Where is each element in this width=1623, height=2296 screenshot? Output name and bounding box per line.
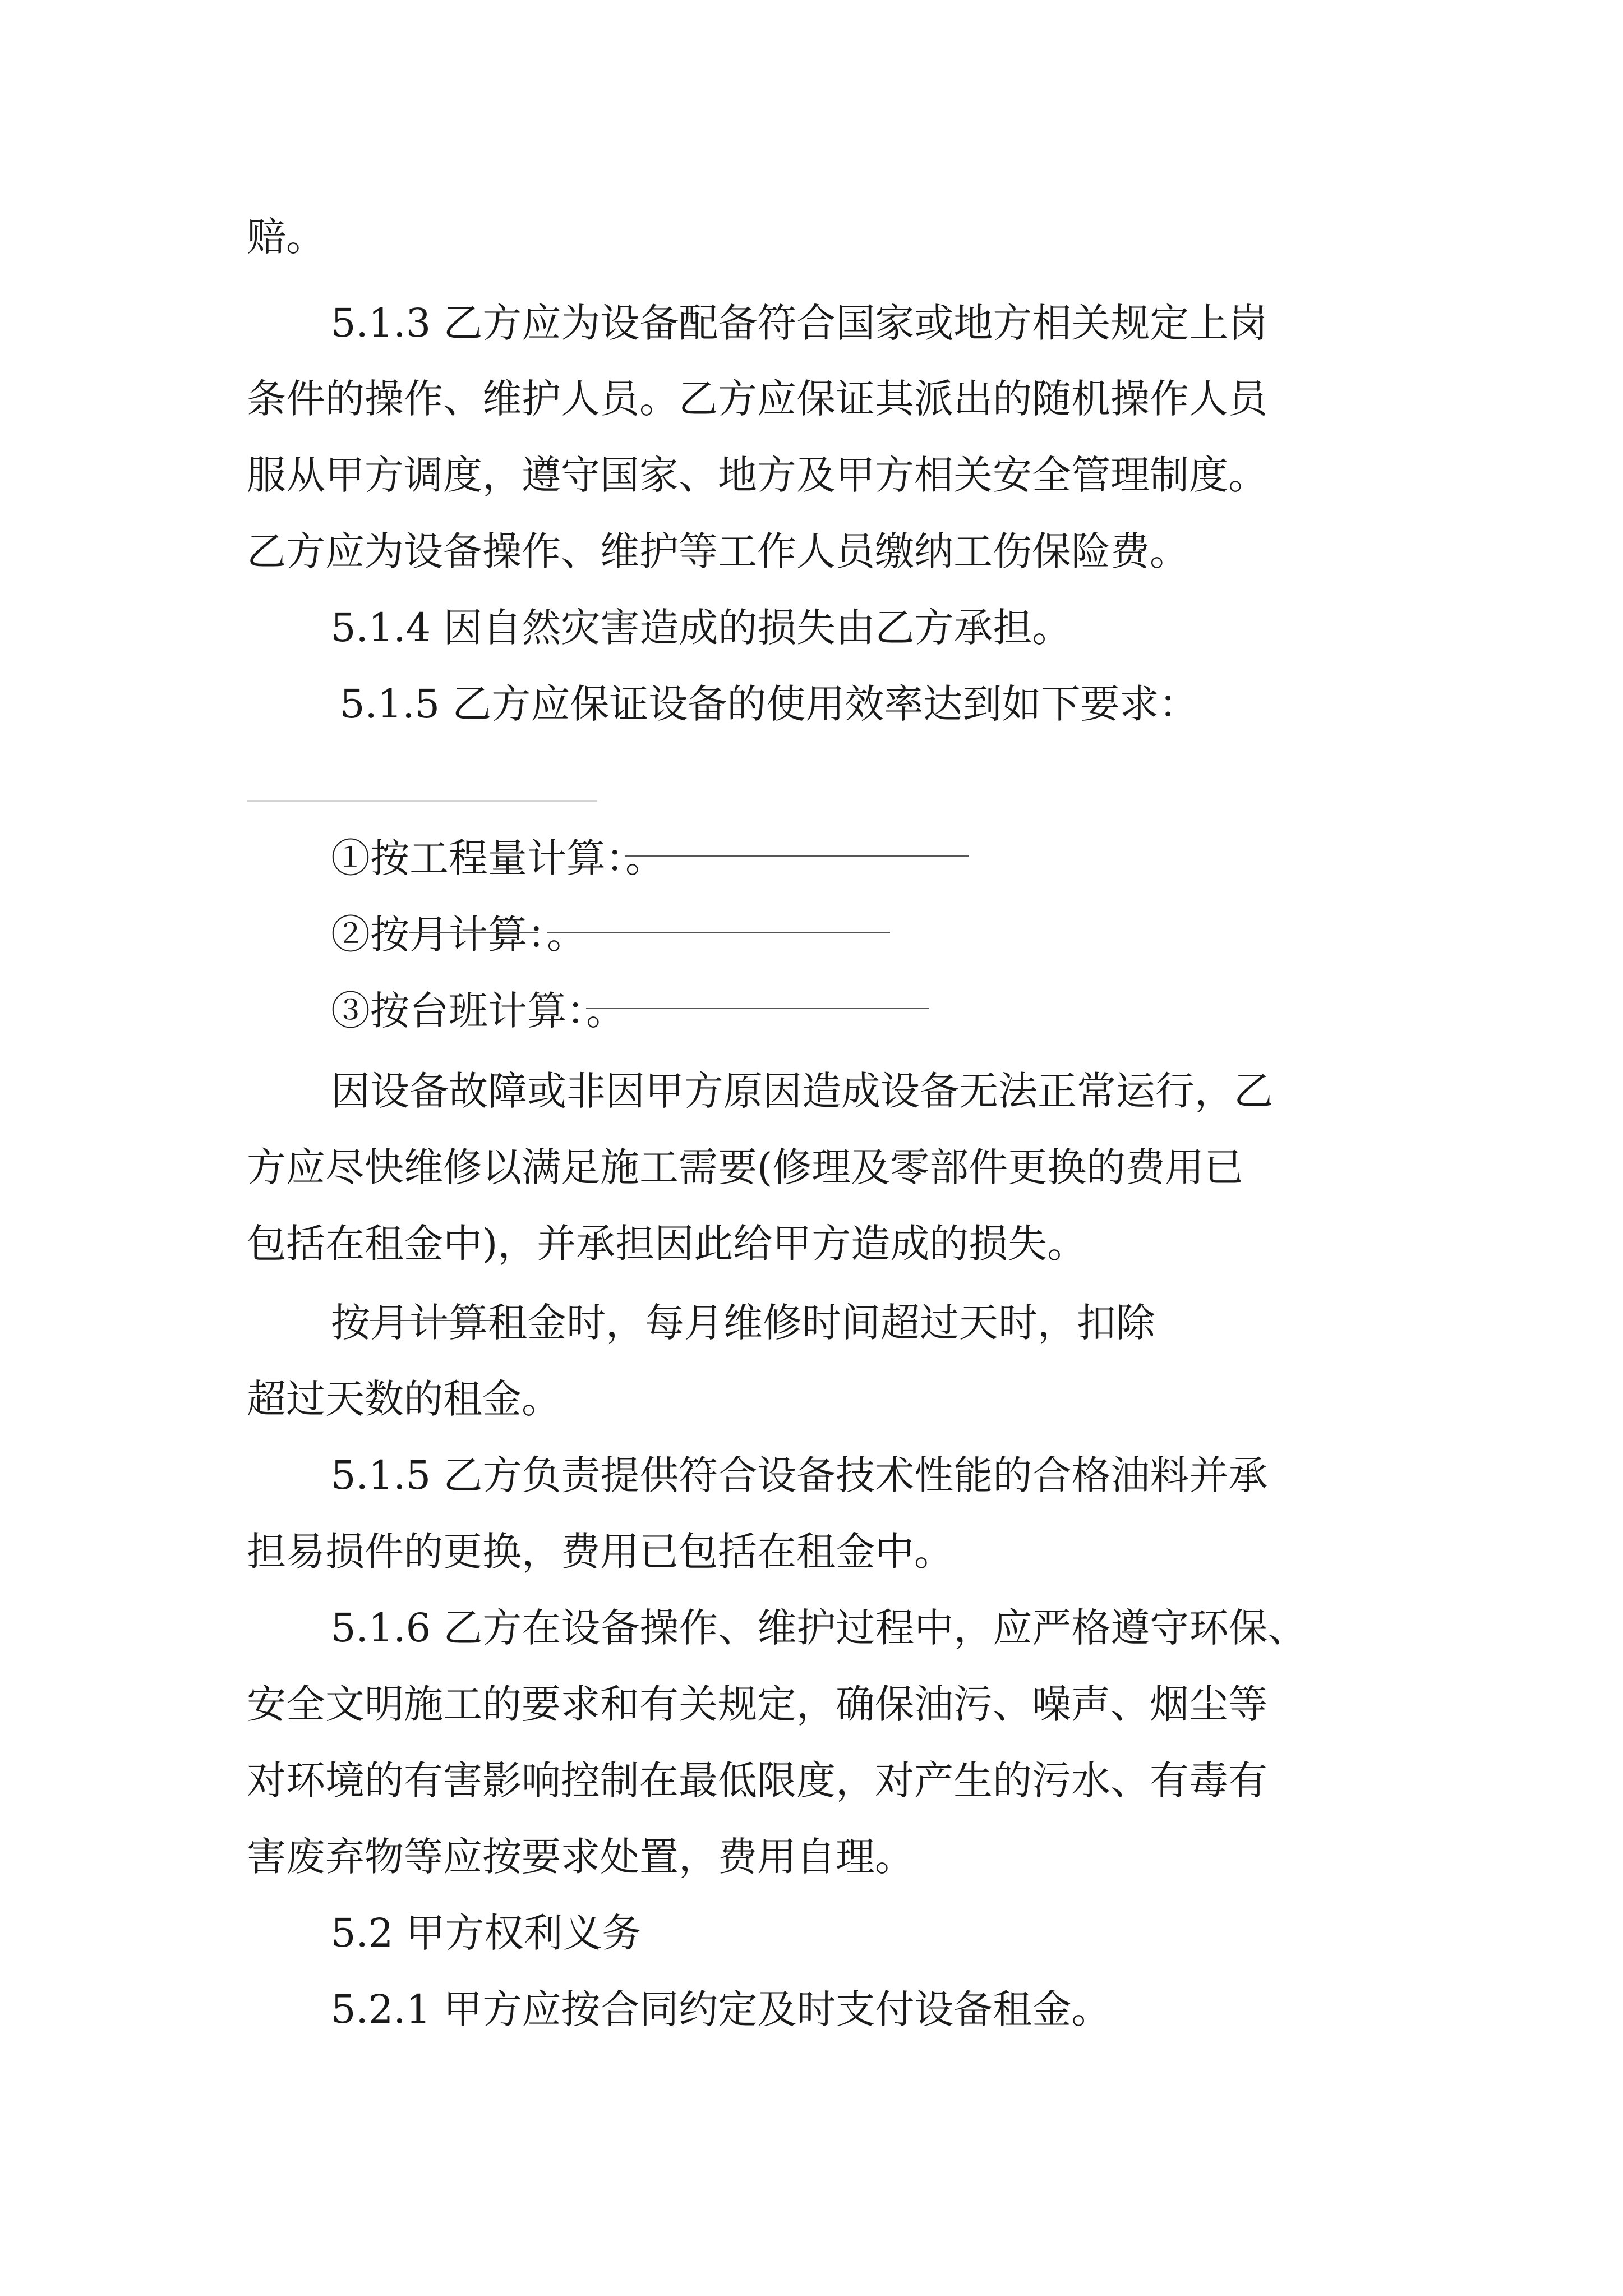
section-5-2-heading: 5.2 甲方权利义务 [331,1910,642,1956]
text-line: 害废弃物等应按要求处置，费用自理。 [247,1834,914,1880]
text-line: 担易损件的更换，费用已包括在租金中。 [247,1529,953,1575]
text-line: 条件的操作、维护人员。乙方应保证其派出的随机操作人员 [247,376,1267,422]
text-line: 因设备故障或非因甲方原因造成设备无法正常运行，乙 [331,1068,1273,1114]
clause-5-1-6: 5.1.6 乙方在设备操作、维护过程中，应严格遵守环保、 [331,1605,1307,1651]
clause-5-1-5: 5.1.5 乙方应保证设备的使用效率达到如下要求： [340,681,1198,727]
option-by-shift: ③按台班计算： 。 [0,974,1623,1047]
blank-field [625,822,969,857]
text-line: 服从甲方调度，遵守国家、地方及甲方相关安全管理制度。 [247,452,1267,498]
option-by-month: ②按 月计算： 。 [0,898,1623,971]
clause-5-1-5-b: 5.1.5 乙方负责提供符合设备技术性能的合格油料并承 [331,1452,1268,1498]
blank-field [547,898,890,933]
blank-field [409,898,538,933]
clause-5-2-1: 5.2.1 甲方应按合同约定及时支付设备租金。 [331,1986,1111,2032]
clause-5-1-3: 5.1.3 乙方应为设备配备符合国家或地方相关规定上岗 [331,300,1268,346]
text-line: 包括在租金中)，并承担因此给甲方造成的损失。 [247,1221,1087,1267]
text-line: 方应尽快维修以满足施工需要(修理及零部件更换的费用已 [247,1144,1244,1190]
blank-field [586,974,929,1009]
option-by-quantity: ①按工程量计算： 。 [0,822,1623,895]
text-line: 乙方应为设备操作、维护等工作人员缴纳工伤保险费。 [247,528,1189,574]
blank-field [370,1286,499,1321]
text-line: 安全文明施工的要求和有关规定，确保油污、噪声、烟尘等 [247,1681,1267,1727]
text-line: 对环境的有害影响控制在最低限度，对产生的污水、有毒有 [247,1757,1267,1803]
text-line: 赔。 [247,214,325,260]
clause-5-1-4: 5.1.4 因自然灾害造成的损失由乙方承担。 [331,605,1072,651]
separator-line [247,800,597,802]
text-line: 超过天数的租金。 [247,1376,561,1422]
text-line: 按 月计算租金时，每月维修时间超过天时，扣除 [0,1286,1623,1359]
